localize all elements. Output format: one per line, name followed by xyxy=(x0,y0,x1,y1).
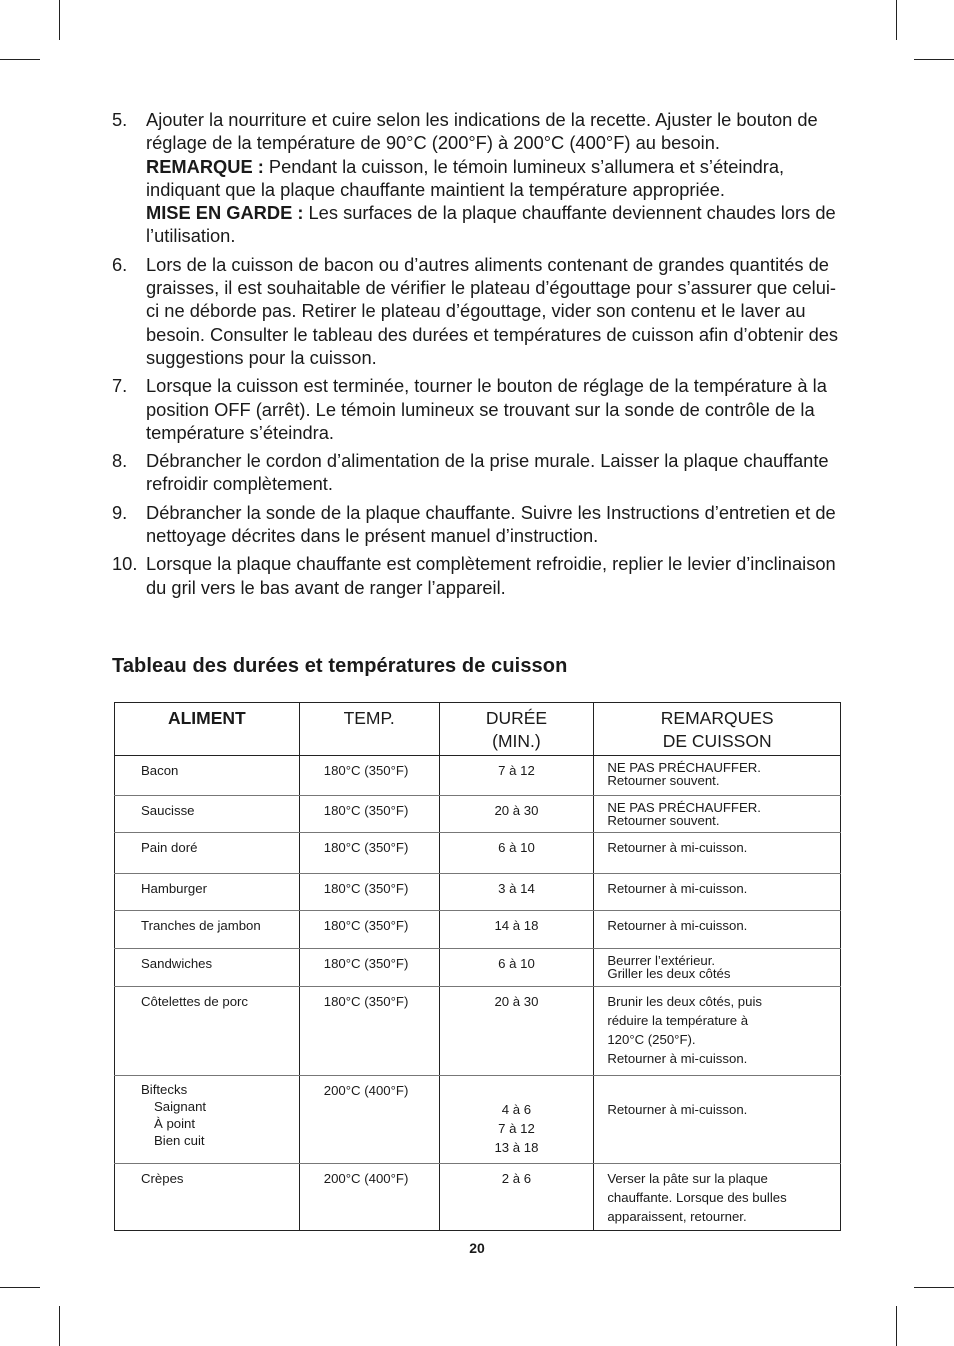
step-text: Débrancher la sonde de la plaque chauffante. Suivre les Instructions d’entretien et de nettoyage décrites dans le présent manuel d’instruction. xyxy=(146,501,836,547)
step-number: 5. xyxy=(112,109,128,130)
cell-temp: 180°C (350°F) xyxy=(299,987,439,1076)
step-text: Ajouter la nourriture et cuire selon les indications de la recette. Ajuster le bouton de réglage de la température de 90°C (200°F) à 200°C (400°F) au besoin. xyxy=(146,109,818,154)
cell-remarques xyxy=(594,756,841,796)
cell-temp: 180°C (350°F) xyxy=(299,756,439,796)
remark-line: Retourner souvent. xyxy=(607,813,720,828)
note-label: REMARQUE : xyxy=(146,155,264,177)
cell-duree: 2 à 6 xyxy=(439,1164,594,1231)
cell-remarques xyxy=(594,1164,841,1231)
cell-duree: 6 à 10 xyxy=(439,949,594,987)
header-duree-line1: DURÉE xyxy=(485,708,548,728)
caution-label: MISE EN GARDE : xyxy=(146,202,304,224)
cell-duree: 7 à 12 xyxy=(439,756,594,796)
note xyxy=(146,155,842,202)
cell-temp: 180°C (350°F) xyxy=(299,796,439,833)
remark-line: Retourner à mi-cuisson. xyxy=(607,1102,748,1117)
header-duree-line2: (MIN.) xyxy=(492,731,541,751)
remark-line: NE PAS PRÉCHAUFFER. xyxy=(607,800,761,815)
crop-mark xyxy=(914,1287,954,1288)
remark-line: Verser la pâte sur la plaque xyxy=(607,1171,768,1186)
cell-duree xyxy=(439,1076,594,1164)
cell-aliment: Hamburger xyxy=(115,874,300,911)
cell-aliment: Crèpes xyxy=(115,1164,300,1231)
remark-line: NE PAS PRÉCHAUFFER. xyxy=(607,760,761,775)
crop-mark xyxy=(0,1287,40,1288)
duree-value: 4 à 6 xyxy=(501,1102,532,1117)
cell-remarques xyxy=(594,796,841,833)
cell-duree: 20 à 30 xyxy=(439,987,594,1076)
spacer xyxy=(446,1081,588,1100)
page-number: 20 xyxy=(469,1240,485,1256)
header-remarques-line2: DE CUISSON xyxy=(662,731,772,751)
cell-duree: 3 à 14 xyxy=(439,874,594,911)
cell-duree: 6 à 10 xyxy=(439,833,594,874)
crop-mark xyxy=(914,59,954,60)
header-temp: TEMP. xyxy=(299,703,439,756)
step-text: Lorsque la cuisson est terminée, tourner le bouton de réglage de la température à la position OFF (arrêt). Le témoin lumineux se trouvant sur la sonde de contrôle de la température s’éteindra. xyxy=(146,375,827,443)
cell-temp: 200°C (400°F) xyxy=(299,1164,439,1231)
cell-aliment: Sandwiches xyxy=(115,949,300,987)
table-row xyxy=(115,756,841,796)
cell-remarques: Retourner à mi-cuisson. xyxy=(594,874,841,911)
instruction-step xyxy=(112,108,842,248)
crop-mark xyxy=(896,0,897,40)
cell-aliment: Pain doré xyxy=(115,833,300,874)
caution xyxy=(146,201,842,248)
cell-duree: 20 à 30 xyxy=(439,796,594,833)
remark-line: réduire la température à xyxy=(607,1013,749,1028)
header-remarques xyxy=(594,703,841,756)
cell-remarques: Retourner à mi-cuisson. xyxy=(594,833,841,874)
cell-aliment xyxy=(115,1076,300,1164)
table-row xyxy=(115,911,841,949)
header-remarques-line1: REMARQUES xyxy=(660,708,774,728)
crop-mark xyxy=(896,1306,897,1346)
cooking-table xyxy=(114,702,841,1231)
instruction-step xyxy=(112,501,842,548)
spacer xyxy=(607,1081,834,1100)
cell-temp: 180°C (350°F) xyxy=(299,874,439,911)
caution-text: Les surfaces de la plaque chauffante deviennent chaudes lors de l’utilisation. xyxy=(146,202,836,247)
instruction-step xyxy=(112,253,842,369)
cell-aliment: Tranches de jambon xyxy=(115,911,300,949)
cell-aliment: Saucisse xyxy=(115,796,300,833)
table-row xyxy=(115,987,841,1076)
aliment-name: Biftecks xyxy=(141,1082,188,1097)
duree-value: 13 à 18 xyxy=(494,1140,539,1155)
cell-remarques xyxy=(594,987,841,1076)
doneness-label: À point xyxy=(154,1116,196,1131)
table-row xyxy=(115,796,841,833)
cell-remarques: Retourner à mi-cuisson. xyxy=(594,911,841,949)
crop-mark xyxy=(59,0,60,40)
cell-aliment: Côtelettes de porc xyxy=(115,987,300,1076)
instruction-step xyxy=(112,374,842,444)
table-row xyxy=(115,1076,841,1164)
step-number: 8. xyxy=(112,450,128,472)
remark-line: Retourner souvent. xyxy=(607,773,720,788)
remark-line: apparaissent, retourner. xyxy=(607,1209,747,1224)
step-number: 6. xyxy=(112,253,128,275)
remark-line: Retourner à mi-cuisson. xyxy=(607,1051,748,1066)
cell-temp: 180°C (350°F) xyxy=(299,833,439,874)
crop-mark xyxy=(59,1306,60,1346)
step-number: 10. xyxy=(112,553,138,575)
remark-line: Brunir les deux côtés, puis xyxy=(607,994,762,1009)
cell-remarques xyxy=(594,949,841,987)
step-number: 7. xyxy=(112,375,128,397)
step-text: Lors de la cuisson de bacon ou d’autres aliments contenant de grandes quantités de graisses, il est souhaitable de vérifier le plateau d’égouttage pour s’assurer que celui-ci ne déborde pas. Retirer le plateau d’égouttage, vider son contenu et le laver au besoin. Consulter le tableau des durées et températures de cuisson afin d’obtenir des suggestions pour la cuisson. xyxy=(146,253,839,368)
instruction-step xyxy=(112,552,842,599)
remark-line: Griller les deux côtés xyxy=(607,966,731,981)
cell-aliment: Bacon xyxy=(115,756,300,796)
header-duree xyxy=(439,703,594,756)
table-row xyxy=(115,1164,841,1231)
remark-line: Beurrer l’extérieur. xyxy=(607,953,716,968)
cell-temp: 180°C (350°F) xyxy=(299,911,439,949)
table-row xyxy=(115,949,841,987)
crop-mark xyxy=(0,59,40,60)
step-text: Lorsque la plaque chauffante est complètement refroidie, replier le levier d’inclinaison du gril vers le bas avant de ranger l’appareil. xyxy=(146,553,836,598)
step-text: Débrancher le cordon d’alimentation de la prise murale. Laisser la plaque chauffante refroidir complètement. xyxy=(146,450,829,495)
cell-temp: 180°C (350°F) xyxy=(299,949,439,987)
doneness-label: Bien cuit xyxy=(154,1133,205,1148)
cell-duree: 14 à 18 xyxy=(439,911,594,949)
instruction-list xyxy=(112,108,842,604)
table-header-row xyxy=(115,703,841,756)
cell-remarques xyxy=(594,1076,841,1164)
remark-line: chauffante. Lorsque des bulles xyxy=(607,1190,787,1205)
header-aliment: ALIMENT xyxy=(115,703,300,756)
step-number: 9. xyxy=(112,501,128,523)
duree-value: 7 à 12 xyxy=(498,1121,535,1136)
doneness-label: Saignant xyxy=(154,1099,207,1114)
table-row xyxy=(115,874,841,911)
section-title: Tableau des durées et températures de cuisson xyxy=(112,655,568,677)
note-text: Pendant la cuisson, le témoin lumineux s’allumera et s’éteindra, indiquant que la plaque chauffante maintient la température appropriée. xyxy=(146,155,785,200)
remark-line: 120°C (250°F). xyxy=(607,1032,696,1047)
table-row xyxy=(115,833,841,874)
cell-temp: 200°C (400°F) xyxy=(299,1076,439,1164)
instruction-step xyxy=(112,449,842,496)
